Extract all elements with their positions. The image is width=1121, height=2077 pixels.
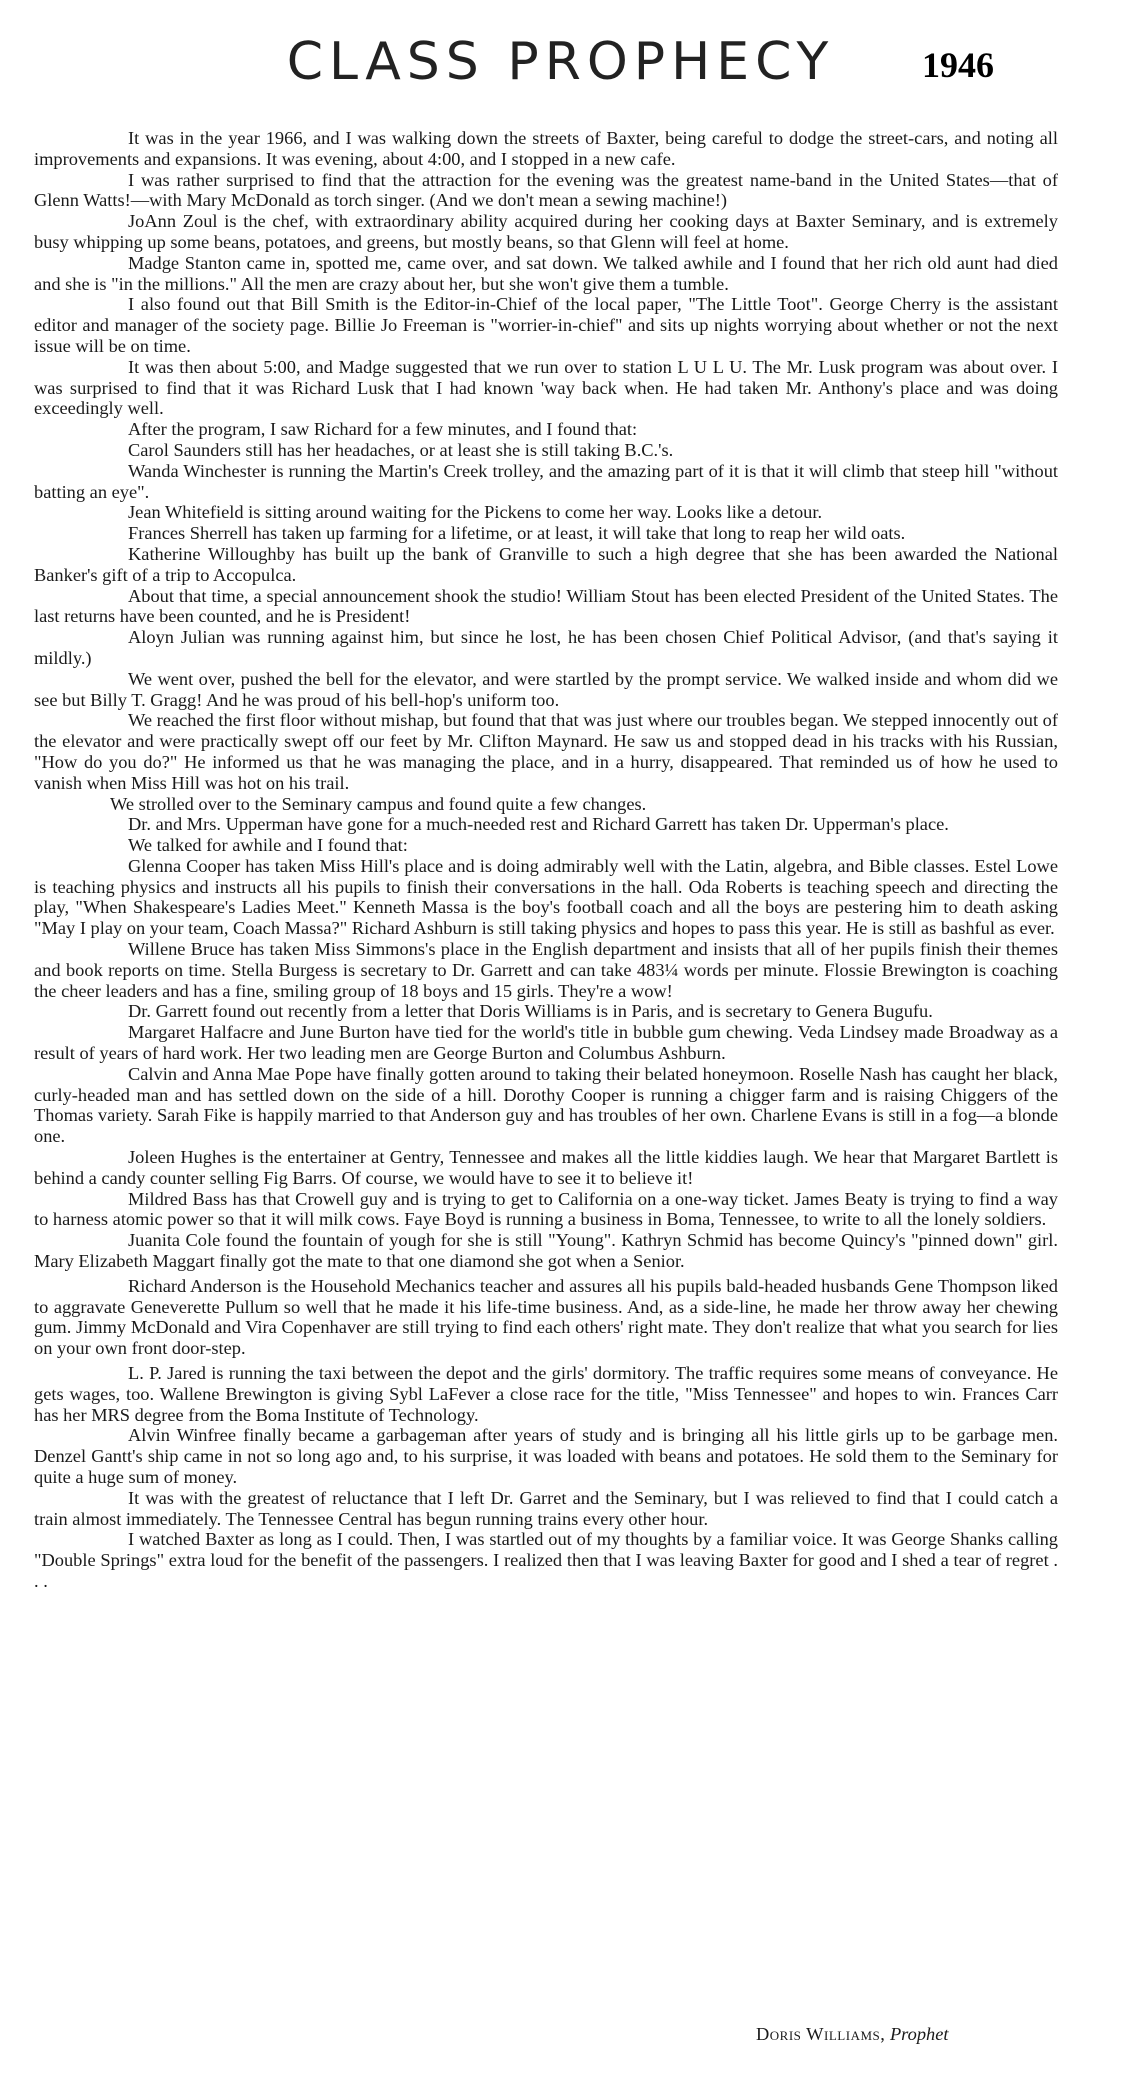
paragraph: It was with the greatest of reluctance that I left Dr. Garret and the Seminary, but I was relieved to find that I could catch a train almost immediately. The Tennessee Central has begun running trains every other hour. [34,1487,1058,1529]
page-title: CLASS PROPHECY [286,32,835,92]
paragraph: Margaret Halfacre and June Burton have tied for the world's title in bubble gum chewing. Veda Lindsey made Broadway as a result of years of hard work. Her two leading men are George Burton and Columbus Ashburn. [34,1022,1058,1064]
paragraph: Mildred Bass has that Crowell guy and is trying to get to California on a one-way ticket. James Beaty is trying to find a way to harness atomic power so that it will milk cows. Faye Boyd is running a business in Boma, Tennessee, to write to all the lonely soldiers. [34,1188,1058,1230]
paragraph: We talked for awhile and I found that: [128,835,408,856]
paragraph: About that time, a special announcement shook the studio! William Stout has been elected President of the United States. The last returns have been counted, and he is President! [34,585,1058,627]
author-signature [756,2024,949,2045]
paragraph: Carol Saunders still has her headaches, or at least she is still taking B.C.'s. [128,439,674,460]
paragraph: Willene Bruce has taken Miss Simmons's place in the English department and insists that all of her pupils finish their themes and book reports on time. Stella Burgess is secretary to Dr. Garrett and can take 483¼ words per minute. Flossie Brewington is coaching the cheer leaders and has a fine, smiling group of 18 boys and 15 girls. They're a wow! [34,939,1058,1001]
paragraph: Joleen Hughes is the entertainer at Gentry, Tennessee and makes all the little kiddies laugh. We hear that Margaret Bartlett is behind a candy counter selling Fig Barrs. Of course, we would have to see it to believe it! [34,1147,1058,1188]
paragraph: We went over, pushed the bell for the elevator, and were startled by the prompt service. We walked inside and whom did we see but Billy T. Gragg! And he was proud of his bell-hop's uniform too. [34,668,1058,710]
year-label: 1946 [922,45,994,85]
paragraph: Katherine Willoughby has built up the bank of Granville to such a high degree that she has been awarded the National Banker's gift of a trip to Accopulca. [34,543,1058,585]
paragraph: We reached the first floor without mishap, but found that that was just where our troubles began. We stepped innocently out of the elevator and were practically swept off our feet by Mr. Clifton Maynard. He saw us and stopped dead in his tracks with his Russian, "How do you do?" He informed us that he was managing the place, and in a hurry, disappeared. That reminded us of how he used to vanish when Miss Hill was hot on his trail. [34,710,1058,793]
paragraph: Alvin Winfree finally became a garbageman after years of study and is bringing all his little girls up to be garbage men. Denzel Gantt's ship came in not so long ago and, to his surprise, it was loaded with beans and potatoes. He sold them to the Seminary for quite a huge sum of money. [34,1425,1058,1487]
author-role: Prophet [889,2024,949,2044]
paragraph: I watched Baxter as long as I could. Then, I was startled out of my thoughts by a familiar voice. It was George Shanks calling "Double Springs" extra loud for the benefit of the passengers. I realized then that I was leaving Baxter for good and I shed a tear of regret . . . [34,1529,1058,1591]
paragraph: JoAnn Zoul is the chef, with extraordinary ability acquired during her cooking days at Baxter Seminary, and is extremely busy whipping up some beans, potatoes, and greens, but mostly beans, so that Glenn will feel at home. [34,211,1058,252]
paragraph: Frances Sherrell has taken up farming for a lifetime, or at least, it will take that long to reap her wild oats. [128,523,906,544]
paragraph: Jean Whitefield is sitting around waiting for the Pickens to come her way. Looks like a detour. [128,502,823,523]
author-name: Doris Williams, [756,2024,886,2044]
paragraph: Calvin and Anna Mae Pope have finally gotten around to taking their belated honeymoon. Roselle Nash has caught her black, curly-headed man and has settled down on the side of a hill. Dorothy Cooper is running a chigger farm and is raising Chiggers of the Thomas variety. Sarah Fike is happily married to that Anderson guy and has troubles of her own. Charlene Evans is still in a fog—a blonde one. [34,1063,1058,1147]
paragraph: Wanda Winchester is running the Martin's Creek trolley, and the amazing part of it is that it will climb that steep hill "without batting an eye". [34,460,1058,502]
paragraph: It was in the year 1966, and I was walking down the streets of Baxter, being careful to dodge the street-cars, and noting all improvements and expansions. It was evening, about 4:00, and I stopped in a new cafe. [34,128,1058,169]
paragraph: Dr. and Mrs. Upperman have gone for a much-needed rest and Richard Garrett has taken Dr. Upperman's place. [128,814,949,835]
paragraph: We strolled over to the Seminary campus and found quite a few changes. [110,793,647,814]
paragraph: L. P. Jared is running the taxi between the depot and the girls' dormitory. The traffic requires some means of conveyance. He gets wages, too. Wallene Brewington is giving Sybl LaFever a close race for the title, "Miss Tennessee" and hopes to win. Frances Carr has her MRS degree from the Boma Institute of Technology. [34,1363,1058,1425]
paragraph: After the program, I saw Richard for a few minutes, and I found that: [128,419,638,440]
paragraph: Madge Stanton came in, spotted me, came over, and sat down. We talked awhile and I found that her rich old aunt had died and she is "in the millions." All the men are crazy about her, but she won't give them a tumble. [34,252,1058,294]
paragraph: Glenna Cooper has taken Miss Hill's place and is doing admirably well with the Latin, algebra, and Bible classes. Estel Lowe is teaching physics and instructs all his pupils to finish their conversations in the hall. Oda Roberts is teaching speech and directing the play, "When Shakespeare's Ladies Meet." Kenneth Massa is the boy's football coach and all the boys are pestering him to death asking "May I play on your team, Coach Massa?" Richard Ashburn is still taking physics and hopes to pass this year. He is still as bashful as ever. [34,855,1058,939]
prophecy-body [34,128,1058,1592]
paragraph: I was rather surprised to find that the attraction for the evening was the greatest name-band in the United States—that of Glenn Watts!—with Mary McDonald as torch singer. (And we don't mean a sewing machine!) [34,169,1058,211]
paragraph: Aloyn Julian was running against him, but since he lost, he has been chosen Chief Political Advisor, (and that's saying it mildly.) [34,627,1058,668]
paragraph: I also found out that Bill Smith is the Editor-in-Chief of the local paper, "The Little Toot". George Cherry is the assistant editor and manager of the society page. Billie Jo Freeman is "worrier-in-chief" and sits up nights worrying about whether or not the next issue will be on time. [34,294,1058,356]
paragraph: It was then about 5:00, and Madge suggested that we run over to station L U L U. The Mr. Lusk program was about over. I was surprised to find that it was Richard Lusk that I had known 'way back when. He had taken Mr. Anthony's place and was doing exceedingly well. [34,356,1058,419]
paragraph: Dr. Garrett found out recently from a letter that Doris Williams is in Paris, and is secretary to Genera Bugufu. [128,1001,933,1022]
paragraph: Juanita Cole found the fountain of yough for she is still "Young". Kathryn Schmid has become Quincy's "pinned down" girl. Mary Elizabeth Maggart finally got the mate to that one diamond she got when a Senior. [34,1230,1058,1272]
paragraph: Richard Anderson is the Household Mechanics teacher and assures all his pupils bald-headed husbands Gene Thompson liked to aggravate Geneverette Pullum so well that he made it his life-time business. And, as a side-line, he made her throw away her chewing gum. Jimmy McDonald and Vira Copenhaver are still trying to find each others' right mate. They don't realize that what you search for lies on your own front door-step. [34,1275,1058,1359]
